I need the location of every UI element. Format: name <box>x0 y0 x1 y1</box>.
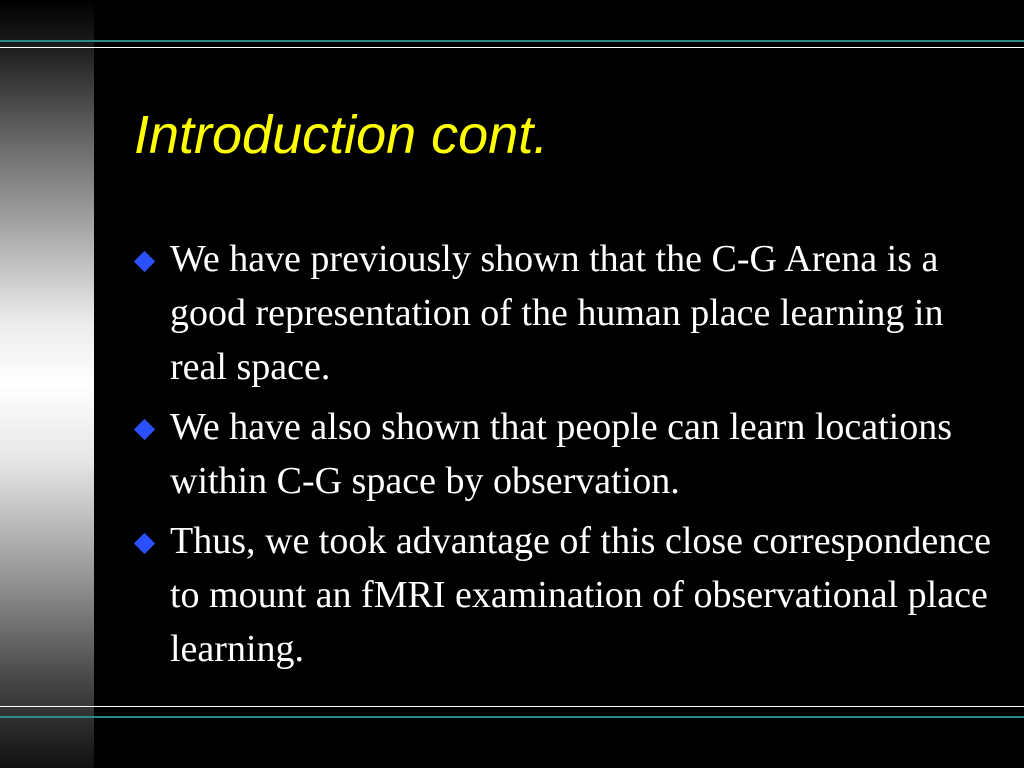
diamond-bullet-icon <box>134 251 155 272</box>
diamond-bullet-icon <box>134 533 155 554</box>
bullet-item <box>132 514 992 676</box>
bottom-accent-rule <box>0 716 1024 718</box>
bullet-item <box>132 400 992 508</box>
top-accent-rule <box>0 40 1024 42</box>
bullet-text: Thus, we took advantage of this close correspondence to mount an fMRI examination of observational place learning. <box>170 520 991 670</box>
bullet-item <box>132 232 992 394</box>
slide-title: Introduction cont. <box>134 105 549 165</box>
bottom-divider-rule <box>0 706 1024 707</box>
bullet-text: We have previously shown that the C-G Arena is a good representation of the human place learning in real space. <box>170 238 944 388</box>
bullet-text: We have also shown that people can learn locations within C-G space by observation. <box>170 406 953 502</box>
diamond-bullet-icon <box>134 419 155 440</box>
gradient-side-bar <box>0 0 94 768</box>
bullet-list <box>132 232 992 682</box>
top-divider-rule <box>0 47 1024 48</box>
